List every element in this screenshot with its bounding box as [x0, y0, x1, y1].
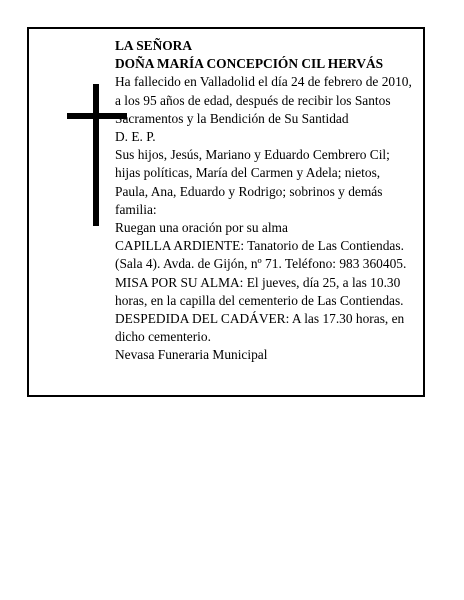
farewell-info — [115, 310, 423, 328]
family-line: hijas políticas, María del Carmen y Adela; nietos, — [115, 165, 381, 181]
mass-label: MISA POR SU ALMA: — [115, 274, 244, 290]
chapel-label: CAPILLA ARDIENTE: — [115, 238, 245, 254]
chapel-text: Tanatorio de Las Contiendas. — [244, 238, 404, 254]
family-line: Sus hijos, Jesús, Mariano y Eduardo Cembrero Cil; — [115, 147, 390, 163]
obituary-text — [115, 37, 423, 365]
farewell-location: dicho cementerio. — [115, 329, 211, 345]
cross-vertical-bar — [93, 84, 99, 226]
chapel-info — [115, 237, 423, 255]
mass-info — [115, 274, 423, 292]
funeral-home: Nevasa Funeraria Municipal — [115, 347, 268, 363]
family-line: familia: — [115, 201, 157, 217]
farewell-label: DESPEDIDA DEL CADÁVER: — [115, 311, 290, 327]
death-announcement-line: a los 95 años de edad, después de recibir los Santos — [115, 92, 391, 108]
rest-in-peace: D. E. P. — [115, 129, 156, 145]
prayer-request: Ruegan una oración por su alma — [115, 220, 288, 236]
chapel-address: (Sala 4). Avda. de Gijón, nº 71. Teléfono: 983 360405. — [115, 256, 407, 272]
death-announcement-line: Ha fallecido en Valladolid el día 24 de febrero de 2010, — [115, 74, 412, 90]
deceased-name: DOÑA MARÍA CONCEPCIÓN CIL HERVÁS — [115, 56, 384, 72]
notice-title: LA SEÑORA — [115, 38, 193, 53]
death-announcement-line: Sacramentos y la Bendición de Su Santidad — [115, 110, 349, 126]
farewell-text: A las 17.30 horas, en — [289, 311, 405, 327]
mass-text: El jueves, día 25, a las 10.30 — [243, 274, 401, 290]
family-line: Paula, Ana, Eduardo y Rodrigo; sobrinos y demás — [115, 183, 383, 199]
mass-location: horas, en la capilla del cementerio de Las Contiendas. — [115, 292, 404, 308]
